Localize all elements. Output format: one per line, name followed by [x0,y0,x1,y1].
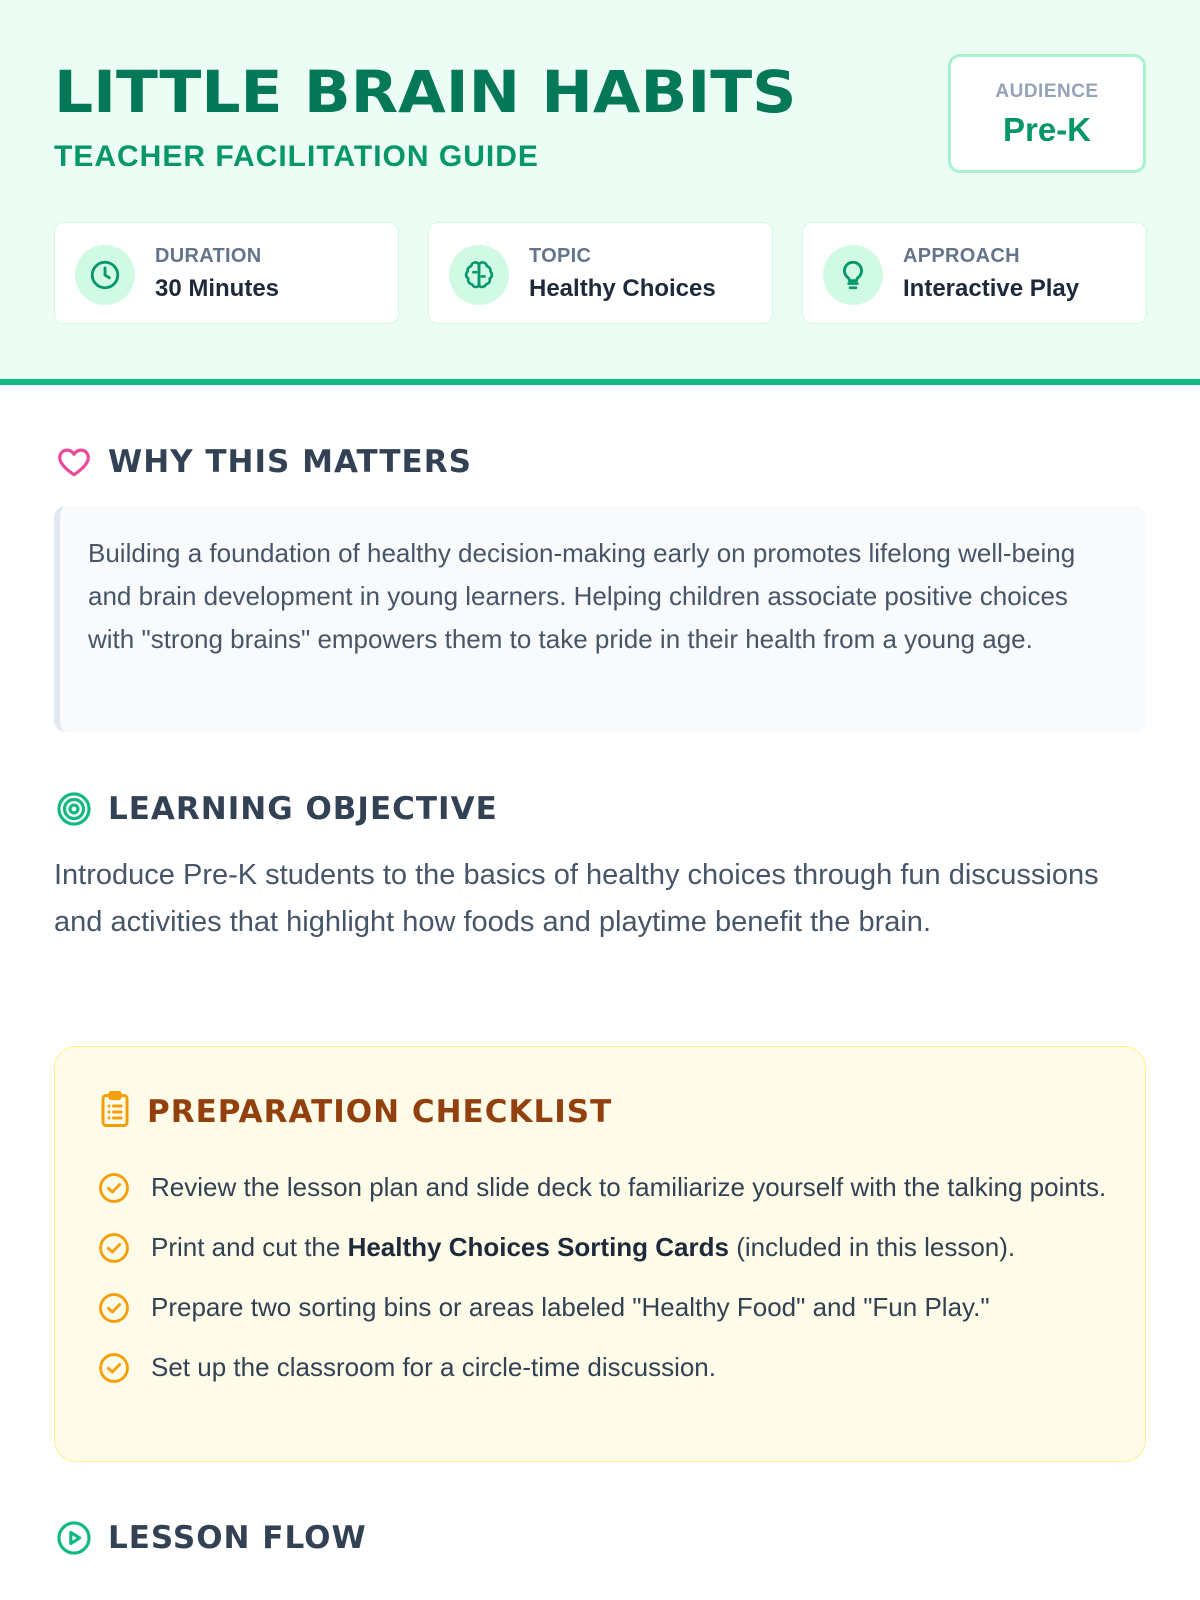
why-callout [54,506,1146,732]
play-circle-icon [54,1518,94,1558]
clock-icon [75,245,135,305]
check-circle-icon [97,1171,131,1205]
why-heading [54,442,472,482]
page-title: LITTLE BRAIN HABITS [54,58,797,126]
checklist-item-text: Prepare two sorting bins or areas labeled "Healthy Food" and "Fun Play." [151,1292,990,1322]
audience-value: Pre-K [1002,111,1092,148]
checklist-heading [97,1089,612,1134]
checklist-list [97,1167,1107,1407]
check-circle-icon [97,1291,131,1325]
lightbulb-icon [823,245,883,305]
list-item [97,1167,1107,1207]
check-circle-icon [97,1351,131,1385]
why-heading-text: WHY THIS MATTERS [108,444,472,480]
info-card-value: 30 Minutes [155,275,280,302]
info-card-topic [428,222,773,324]
preparation-checklist [54,1046,1146,1462]
info-card-duration [54,222,399,324]
checklist-item-text: Print and cut the Healthy Choices Sorting Cards (included in this lesson). [151,1232,1016,1262]
brain-icon [449,245,509,305]
objective-body: Introduce Pre-K students to the basics of healthy choices through fun discussions and activities that highlight how foods and playtime benefit the brain. [54,859,1099,938]
audience-badge [948,54,1146,173]
info-card-value: Interactive Play [903,275,1080,302]
list-item [97,1347,1107,1387]
checklist-heading-text: PREPARATION CHECKLIST [147,1093,613,1130]
list-item [97,1227,1107,1267]
checklist-item-text: Review the lesson plan and slide deck to familiarize yourself with the talking points. [151,1172,1107,1202]
checklist-item-text: Set up the classroom for a circle-time discussion. [151,1352,716,1382]
info-card-value: Healthy Choices [529,275,716,302]
lesson-flow-heading-text: LESSON FLOW [108,1520,367,1556]
clipboard-icon [97,1089,133,1134]
heart-icon [54,442,94,482]
sorting-cards-emphasis: Healthy Choices Sorting Cards [347,1232,729,1262]
lesson-flow-heading [54,1518,367,1558]
objective-heading [54,789,498,829]
list-item [97,1287,1107,1327]
info-card-label: APPROACH [903,245,1020,267]
target-icon [54,789,94,829]
audience-label: AUDIENCE [995,81,1099,102]
info-card-approach [802,222,1147,324]
info-card-label: DURATION [155,245,262,267]
why-body: Building a foundation of healthy decision-making early on promotes lifelong well-being and brain development in young learners. Helping children associate positive choices with "strong brains" empowers them to take pride in their health from a young age. [88,538,1076,654]
info-card-label: TOPIC [529,245,592,267]
objective-heading-text: LEARNING OBJECTIVE [108,791,498,827]
guide-header [0,0,1200,385]
check-circle-icon [97,1231,131,1265]
page-subtitle: TEACHER FACILITATION GUIDE [54,140,539,173]
